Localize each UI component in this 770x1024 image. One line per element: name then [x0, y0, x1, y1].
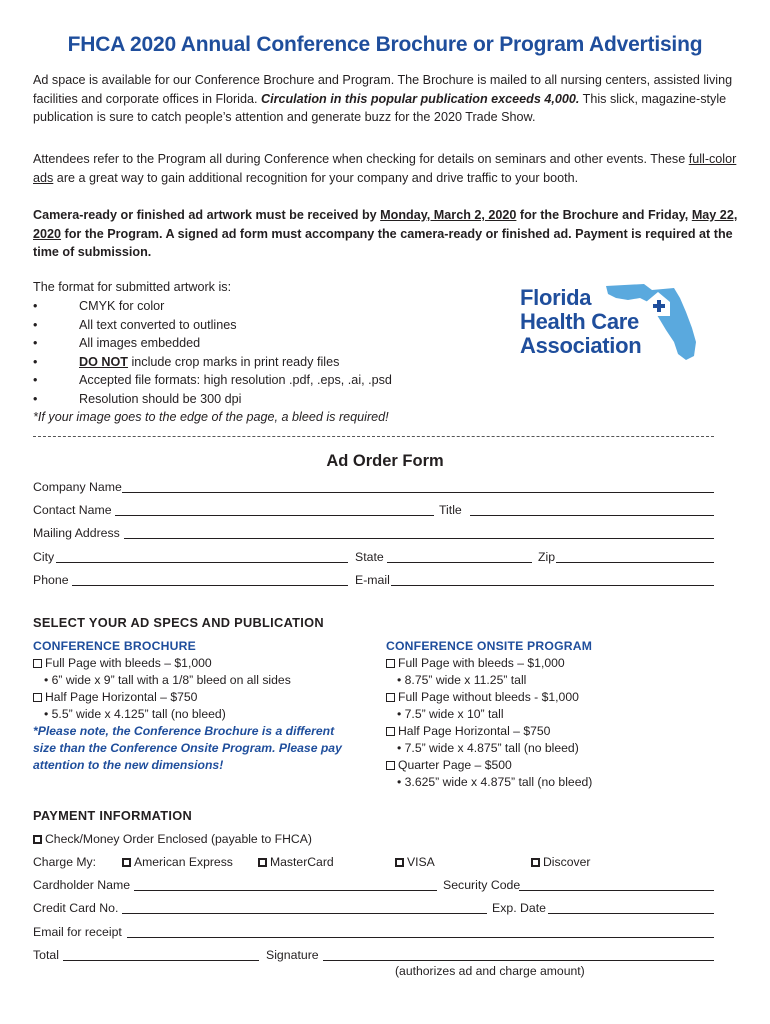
brochure-half-page-spec: • 5.5” wide x 4.125” tall (no bleed) [44, 707, 226, 721]
circulation-highlight: Circulation in this popular publication exceeds 4,000. [260, 91, 580, 106]
fhca-logo [520, 276, 700, 364]
option-label: Discover [543, 855, 591, 869]
intro-text-2-cont: are a great way to gain additional recognition for your company and drive traffic to your booth. [53, 170, 579, 185]
check-money-order-option[interactable] [33, 832, 312, 846]
bullet-text: All text converted to outlines [79, 317, 237, 332]
option-label: Half Page Horizontal – $750 [45, 690, 198, 704]
bullet: • [33, 373, 38, 387]
brochure-half-page-option[interactable] [33, 690, 197, 704]
bullet: • [33, 354, 38, 369]
email-receipt-row [33, 925, 714, 943]
conference-program-heading: CONFERENCE ONSITE PROGRAM [386, 639, 593, 653]
zip-field[interactable] [556, 562, 714, 563]
program-full-page-bleeds-option[interactable] [386, 656, 565, 670]
company-name-row [33, 480, 714, 498]
card-number-row [33, 901, 714, 919]
title-field[interactable] [470, 515, 714, 516]
intro-paragraph-1 [33, 71, 745, 127]
program-deadline: May 22, 2020 [33, 208, 738, 241]
intro-paragraph-2 [33, 150, 745, 187]
logo-line-2: Health Care [520, 309, 639, 334]
brochure-deadline: Monday, March 2, 2020 [380, 208, 517, 222]
phone-email-row [33, 573, 714, 591]
discover-option[interactable] [531, 855, 590, 869]
logo-line-3: Association [520, 333, 642, 358]
signature-field[interactable] [323, 960, 714, 961]
option-label: Half Page Horizontal – $750 [398, 724, 551, 738]
intro-text-2: Attendees refer to the Program all during Conference when checking for details on seminars and other events. These [33, 152, 689, 166]
checkbox[interactable] [33, 835, 42, 844]
company-name-label: Company Name [33, 480, 122, 494]
security-code-label: Security Code [443, 878, 521, 892]
mastercard-option[interactable] [258, 855, 334, 869]
security-code-field[interactable] [519, 890, 714, 891]
bullet-text: All images embedded [79, 336, 201, 350]
option-label: Full Page with bleeds – $1,000 [398, 656, 565, 670]
deadline-text: Camera-ready or finished ad artwork must be received by [33, 208, 381, 222]
email-receipt-field[interactable] [127, 937, 714, 938]
deadline-text-3: for the Program. A signed ad form must accompany the camera-ready or finished ad. Payment is required at the time of submission. [33, 226, 733, 260]
state-label: State [355, 550, 384, 564]
email-receipt-label: Email for receipt [33, 925, 122, 939]
intro-text-cont: This slick, magazine-style publication is sure to catch people’s attention and generate buzz for the 2020 Trade Show. [33, 91, 727, 125]
mailing-address-label: Mailing Address [33, 526, 120, 540]
checkbox[interactable] [33, 693, 42, 702]
card-number-field[interactable] [122, 913, 487, 914]
total-signature-row [33, 948, 714, 966]
signature-label: Signature [266, 948, 319, 962]
bullet: • [33, 299, 38, 313]
brochure-full-page-spec: • 6” wide x 9” tall with a 1/8” bleed on all sides [44, 673, 291, 687]
checkbox[interactable] [386, 659, 395, 668]
program-half-page-option[interactable] [386, 724, 550, 738]
program-quarter-page-option[interactable] [386, 758, 512, 772]
program-full-page-no-bleeds-spec: • 7.5” wide x 10” tall [397, 707, 504, 721]
deadline-paragraph [33, 206, 745, 262]
page-title: FHCA 2020 Annual Conference Brochure or Program Advertising [67, 33, 703, 56]
checkbox[interactable] [395, 858, 404, 867]
phone-field[interactable] [72, 585, 348, 586]
option-label: VISA [407, 855, 435, 869]
city-state-zip-row [33, 550, 714, 568]
cardholder-name-label: Cardholder Name [33, 878, 131, 892]
card-number-label: Credit Card No. [33, 901, 119, 915]
brochure-size-note: *Please note, the Conference Brochure is a different size than the Conference Onsite Program. Please pay attention to the new dimensions! [33, 724, 342, 772]
zip-label: Zip [538, 550, 556, 564]
exp-date-field[interactable] [548, 913, 714, 914]
format-heading: The format for submitted artwork is: [33, 280, 232, 294]
bullet-text: CMYK for color [79, 299, 165, 313]
total-label: Total [33, 948, 59, 962]
contact-name-label: Contact Name [33, 503, 112, 517]
bullet: • [33, 391, 38, 406]
checkbox[interactable] [386, 761, 395, 770]
bullet-text-rest: include crop marks in print ready files [127, 354, 340, 369]
contact-row [33, 503, 714, 521]
title-label: Title [439, 503, 462, 517]
program-full-page-no-bleeds-option[interactable] [386, 690, 579, 704]
cardholder-name-field[interactable] [134, 890, 437, 891]
bullet-text: Accepted file formats: high resolution .pdf, .eps, .ai, .psd [79, 373, 392, 387]
option-label: MasterCard [270, 855, 334, 869]
option-label: American Express [134, 855, 233, 869]
intro-text: Ad space is available for our Conference Brochure and Program. The Brochure is mailed to all nursing centers, assisted living facilities and corporate offices in Florida. [33, 73, 733, 106]
ad-specs-heading: SELECT YOUR AD SPECS AND PUBLICATION [33, 615, 324, 630]
bullet: • [33, 336, 38, 350]
option-label: Full Page without bleeds - $1,000 [398, 690, 579, 704]
full-color-ads-link[interactable]: full-color ads [33, 152, 737, 185]
charge-my-label: Charge My: [33, 855, 96, 869]
checkbox[interactable] [33, 659, 42, 668]
option-label: Check/Money Order Enclosed (payable to FHCA) [45, 832, 312, 846]
amex-option[interactable] [122, 855, 233, 869]
brochure-full-page-option[interactable] [33, 656, 212, 670]
option-label: Full Page with bleeds – $1,000 [45, 656, 212, 670]
state-field[interactable] [387, 562, 532, 563]
ad-order-form-title: Ad Order Form [326, 452, 444, 470]
option-label: Quarter Page – $500 [398, 758, 512, 772]
email-field[interactable] [391, 585, 714, 586]
bleed-note: *If your image goes to the edge of the page, a bleed is required! [33, 410, 389, 424]
bullet-text: Resolution should be 300 dpi [79, 391, 242, 406]
exp-date-label: Exp. Date [492, 901, 546, 915]
mailing-address-field[interactable] [124, 538, 714, 539]
bullet: • [33, 317, 38, 332]
cardholder-row [33, 878, 714, 896]
program-half-page-spec: • 7.5” wide x 4.875” tall (no bleed) [397, 741, 579, 755]
checkbox[interactable] [386, 693, 395, 702]
conference-brochure-heading: CONFERENCE BROCHURE [33, 639, 196, 653]
checkbox[interactable] [531, 858, 540, 867]
bullet-text [79, 355, 339, 369]
cut-line-divider [33, 436, 714, 437]
total-field[interactable] [63, 960, 259, 961]
checkbox[interactable] [386, 727, 395, 736]
city-label: City [33, 550, 55, 564]
logo-line-1: Florida [520, 285, 592, 310]
checkbox[interactable] [122, 858, 131, 867]
deadline-text-2: for the Brochure and Friday, [516, 208, 692, 222]
program-quarter-page-spec: • 3.625” wide x 4.875” tall (no bleed) [397, 775, 593, 789]
email-label: E-mail [355, 573, 390, 587]
company-name-field[interactable] [122, 492, 714, 493]
city-field[interactable] [56, 562, 348, 563]
program-full-page-bleeds-spec: • 8.75” wide x 11.25” tall [397, 673, 527, 687]
mailing-address-row [33, 526, 714, 544]
checkbox[interactable] [258, 858, 267, 867]
do-not-emphasis: DO NOT [79, 354, 128, 369]
phone-label: Phone [33, 573, 69, 587]
authorizes-caption: (authorizes ad and charge amount) [395, 964, 585, 978]
visa-option[interactable] [395, 855, 435, 869]
contact-name-field[interactable] [115, 515, 434, 516]
payment-heading: PAYMENT INFORMATION [33, 808, 193, 823]
